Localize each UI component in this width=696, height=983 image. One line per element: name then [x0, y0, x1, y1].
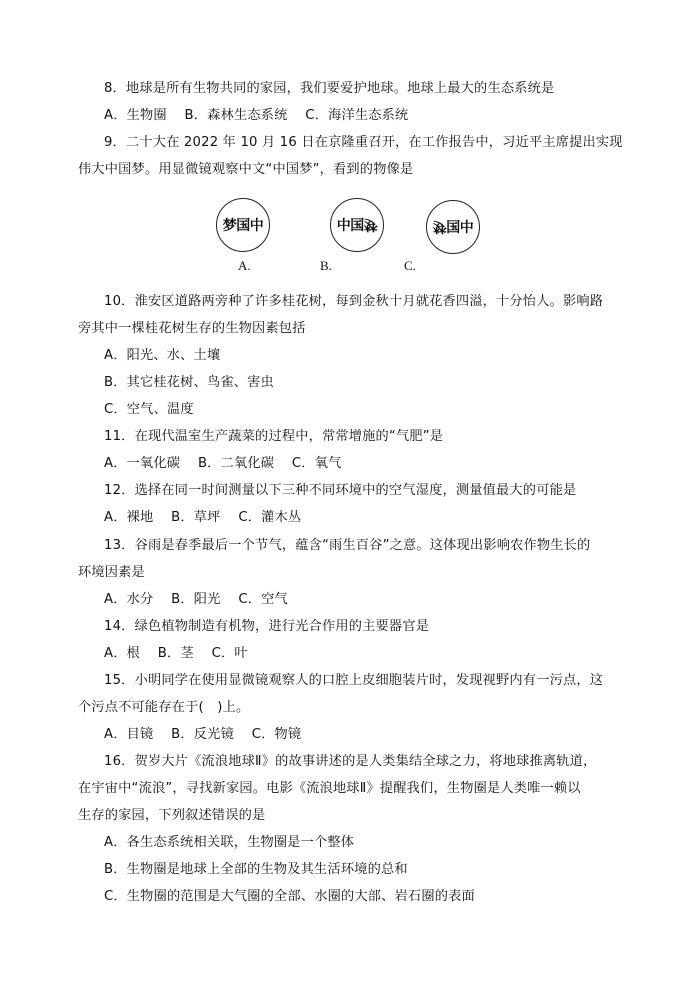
q13-stem-line2: 环境因素是 — [78, 565, 145, 580]
q10-stem-line2: 旁其中一棵桂花树生存的生物因素包括 — [78, 321, 306, 336]
figure-a-circle — [216, 198, 270, 252]
figure-c-text-2: 国中 — [446, 220, 474, 236]
q16-stem-line1: 16．贺岁大片《流浪地球Ⅱ》的故事讲述的是人类集结全球之力，将地球推离轨道， — [104, 754, 597, 769]
q14-stem: 14．绿色植物制造有机物，进行光合作用的主要器官是 — [104, 619, 430, 634]
figure-c-text-1: 梦 — [432, 218, 447, 234]
q12-stem: 12．选择在同一时间测量以下三种不同环境中的空气湿度，测量值最大的可能是 — [104, 483, 577, 498]
q10-option-a: A．阳光、水、土壤 — [104, 348, 221, 363]
q10-stem-line1: 10．淮安区道路两旁种了许多桂花树，每到金秋十月就花香四溢，十分怡人。影响路 — [104, 294, 604, 309]
figure-b-circle — [330, 198, 384, 252]
q15-options: A．目镜 B．反光镜 C．物镜 — [104, 727, 302, 742]
q12-options: A．裸地 B．草坪 C．灌木丛 — [104, 510, 302, 525]
q16-option-c: C．生物圈的范围是大气圈的全部、水圈的大部、岩石圈的表面 — [104, 889, 475, 904]
q8-stem: 8．地球是所有生物共同的家园，我们要爱护地球。地球上最大的生态系统是 — [104, 81, 555, 96]
q16-stem-line3: 生存的家园，下列叙述错误的是 — [78, 808, 266, 823]
q15-stem-line2: 个污点不可能存在于( )上。 — [78, 700, 250, 715]
q15-stem-line1: 15．小明同学在使用显微镜观察人的口腔上皮细胞装片时，发现视野内有一污点，这 — [104, 673, 604, 688]
figure-a-text: 梦国中 — [222, 218, 264, 234]
q13-options: A．水分 B．阳光 C．空气 — [104, 592, 288, 607]
q8-options: A．生物圈 B．森林生态系统 C．海洋生态系统 — [104, 108, 409, 123]
q14-options: A．根 B．茎 C．叶 — [104, 646, 248, 661]
q16-option-b: B．生物圈是地球上全部的生物及其生活环境的总和 — [104, 862, 408, 877]
q13-stem-line1: 13．谷雨是春季最后一个节气，蕴含“雨生百谷”之意。这体现出影响农作物生长的 — [104, 538, 591, 553]
q16-stem-line2: 在宇宙中“流浪”，寻找新家园。电影《流浪地球Ⅱ》提醒我们，生物圈是人类唯一赖以 — [78, 781, 581, 796]
q9-stem-line1: 9．二十大在 2022 年 10 月 16 日在京隆重召开，在工作报告中，习近平主席提出实现 — [104, 135, 623, 150]
figure-c-label: C. — [404, 258, 416, 273]
q16-option-a: A．各生态系统相关联，生物圈是一个整体 — [104, 835, 355, 850]
q10-option-b: B．其它桂花树、鸟雀、害虫 — [104, 375, 274, 390]
q11-options: A．一氧化碳 B．二氧化碳 C．氧气 — [104, 456, 342, 471]
figure-c-circle — [426, 200, 480, 254]
figure-a-label: A. — [238, 258, 251, 273]
figure-b-label: B. — [320, 258, 332, 273]
q9-stem-line2: 伟大中国梦。用显微镜观察中文“中国梦”，看到的物像是 — [78, 162, 414, 177]
q9-figure — [214, 198, 494, 278]
figure-b-text-1: 中国 — [336, 218, 364, 234]
q10-option-c: C．空气、温度 — [104, 402, 194, 417]
q11-stem: 11．在现代温室生产蔬菜的过程中，常常增施的“气肥”是 — [104, 429, 444, 444]
figure-b-text-2: 梦 — [363, 216, 378, 232]
